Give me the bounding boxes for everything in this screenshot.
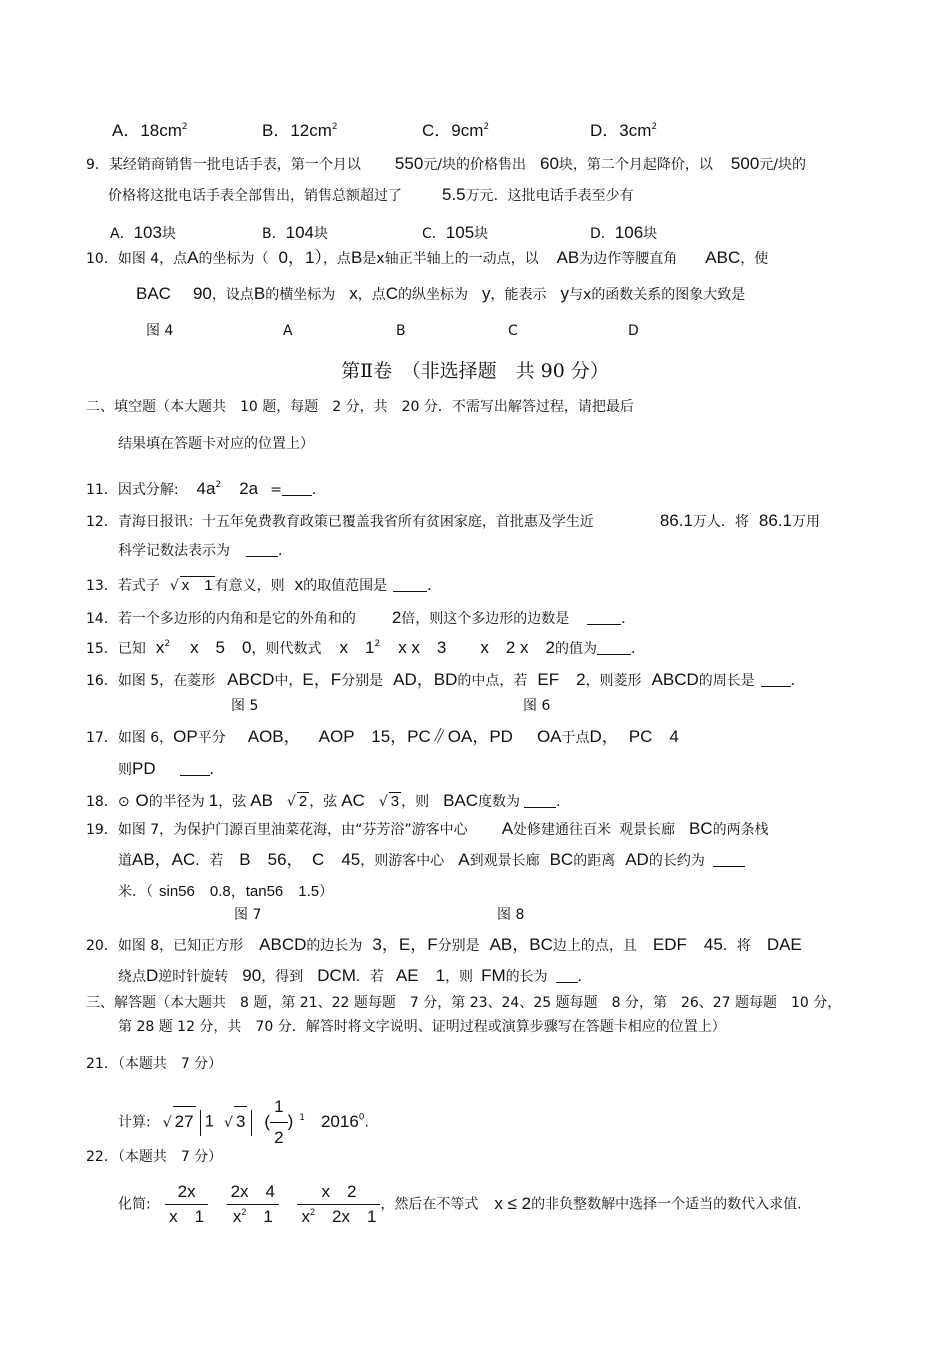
q20-answer-blank (556, 968, 578, 983)
q19-line3: 米．（ sin56 0.8，tan56 1.5） (118, 883, 334, 900)
q22-heading: 22．（本题共 7 分） (86, 1149, 223, 1165)
q17-answer-blank (180, 761, 210, 776)
figure-7-label: 图 7 (234, 907, 262, 923)
q10-line2: BAC 90，设点B的横坐标为 x，点C的纵坐标为 y，能表示 y与x的函数关系的图象大致是 (136, 284, 746, 303)
q10-option-b: B (396, 323, 406, 339)
section-2-heading: 第Ⅱ卷 （非选择题 共 90 分） (341, 360, 609, 382)
q14-answer-blank (587, 610, 621, 625)
solve-intro-line2: 第 28 题 12 分，共 70 分．解答时将文字说明、证明过程或演算步骤写在答题卡相应的位置上） (118, 1019, 726, 1035)
q8-option-c: C．$9cm^2$ (422, 121, 490, 140)
q15-answer-blank (597, 640, 631, 655)
q10-figure-label: 图 4 (146, 323, 174, 339)
q8-option-d: D．$3cm^2$ (590, 121, 658, 140)
q19-line1: 19．如图 7，为保护门源百里油菜花海，由“芬芳浴”游客中心 A处修建通往百米 观景长廊 BC的两条栈 (86, 819, 769, 838)
q9-option-d: D．106块 (590, 223, 658, 242)
q10-line1: 10．如图 4，点A的坐标为（ 0，1），点B是x轴正半轴上的一动点，以 AB为边作等腰直角 ABC，使 (86, 248, 769, 267)
q21-expression: 计算: √ 27 1 √ 3 ( $\frac{1}{2}$ ) $^1$ 2016$^0$. (118, 1092, 369, 1153)
fill-intro-line2: 结果填在答题卡对应的位置上） (118, 436, 314, 452)
q16: 16．如图 5，在菱形 ABCD中，E，F分别是 AD，BD的中点，若 EF 2，则菱形 ABCD的周长是 ． (86, 670, 805, 689)
q12-answer-blank (246, 542, 278, 557)
q9-line1: 9．某经销商销售一批电话手表，第一个月以 550元/块的价格售出 60块，第二个月起降价，以 500元/块的 (86, 154, 807, 173)
q10-option-d: D (628, 323, 639, 339)
q13-answer-blank (393, 577, 427, 592)
q15: 15．已知 $x^2$ x 5 0，则代数式 x $1^2$ x x 3 x 2 x 2的值为 ． (86, 638, 645, 657)
q17-line1: 17．如图 6，OP平分 AOB， AOP 15，PC∥OA，PD OA于点D， PC 4 (86, 727, 679, 746)
q20-line1: 20．如图 8，已知正方形 ABCD的边长为 3，E，F分别是 AB，BC边上的点，且 EDF 45．将 DAE (86, 935, 802, 954)
q20-line2: 绕点D逆时针旋转 90，得到 DCM．若 AE 1，则 FM的长为 ． (118, 966, 592, 985)
q11-answer-blank (282, 481, 312, 496)
q22-expression: 化简: $\frac{2x}{x 1}$ $\frac{2x 4}{x^2 1}$ $\frac{x 2}{x^2 2x 1}$ ，然后在不等式 x ≤ 2的非负整数解中选择一个适当的数代入求值. (118, 1182, 802, 1226)
q13: 13．若式子 √ x 1 有意义，则 x的取值范围是 ． (86, 575, 442, 594)
q8-option-b: B．$12cm^2$ (262, 121, 338, 140)
q9-line2: 价格将这批电话手表全部售出，销售总额超过了 5.5万元．这批电话手表至少有 (108, 185, 634, 204)
q17-line2: 则PD ． (118, 759, 224, 778)
figure-6-label: 图 6 (523, 698, 551, 714)
q10-option-c: C (508, 323, 518, 339)
q12-line1: 12．青海日报讯：十五年免费教育政策已覆盖我省所有贫困家庭，首批惠及学生近 86.1万人．将 86.1万用 (86, 511, 820, 530)
figure-5-label: 图 5 (231, 698, 259, 714)
q16-answer-blank (761, 672, 791, 687)
q8-option-a: A．$18cm^2$ (112, 121, 188, 140)
q18-answer-blank (524, 793, 556, 808)
q9-option-c: C．105块 (422, 223, 489, 242)
q14: 14．若一个多边形的内角和是它的外角和的 2倍，则这个多边形的边数是 ． (86, 608, 636, 627)
q9-option-b: B．104块 (262, 223, 328, 242)
q21-heading: 21．（本题共 7 分） (86, 1056, 223, 1072)
figure-8-label: 图 8 (497, 907, 525, 923)
fill-intro-line1: 二、填空题（本大题共 10 题，每题 2 分，共 20 分．不需写出解答过程，请把最后 (86, 399, 634, 415)
q12-line2: 科学记数法表示为 ． (118, 543, 292, 559)
q10-option-a: A (283, 323, 293, 339)
q9-option-a: A．103块 (110, 223, 176, 242)
q11: 11．因式分解: $4a^2$ 2a = . (86, 479, 317, 498)
q18: 18．⊙ O的半径为 1，弦 AB √ 2 ，弦 AC √ 3 ，则 BAC度数为 ． (86, 791, 571, 810)
q19-line2: 道AB，AC．若 B 56， C 45，则游客中心 A到观景长廊 BC的距离 AD的长约为 (118, 851, 745, 870)
q19-answer-blank (713, 852, 745, 867)
solve-intro-line1: 三、解答题（本大题共 8 题，第 21、22 题每题 7 分，第 23、24、25 题每题 8 分，第 26、27 题每题 10 分， (86, 995, 842, 1011)
